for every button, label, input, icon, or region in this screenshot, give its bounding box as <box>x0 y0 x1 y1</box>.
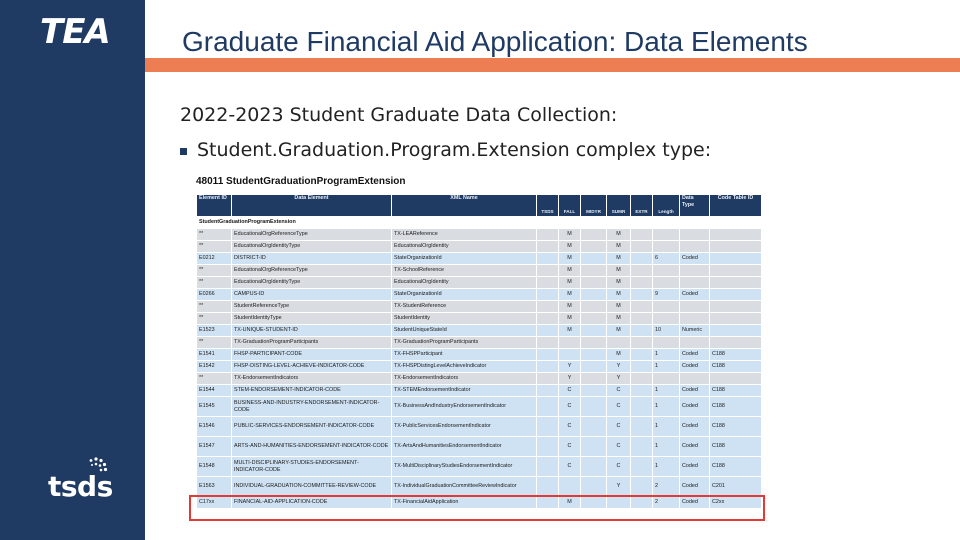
table-cell: C188 <box>710 457 762 477</box>
table-cell: TX-GraduationProgramParticipants <box>392 337 537 349</box>
table-cell: TX-BusinessAndIndustryEndorsementIndicator <box>392 397 537 417</box>
table-cell <box>559 349 581 361</box>
table-cell: 2 <box>653 497 680 509</box>
table-cell: C188 <box>710 437 762 457</box>
tsds-logo: tsds <box>48 470 113 503</box>
table-row <box>197 349 762 361</box>
table-row <box>197 361 762 373</box>
table-cell: M <box>607 325 631 337</box>
table-cell <box>581 337 607 349</box>
table-cell: M <box>607 277 631 289</box>
table-cell: StudentReferenceType <box>232 301 392 313</box>
table-cell: TX-IndividualGraduationCommitteeReviewIndicator <box>392 477 537 497</box>
table-cell <box>559 337 581 349</box>
table-cell <box>653 229 680 241</box>
table-cell: M <box>559 277 581 289</box>
table-row <box>197 313 762 325</box>
table-cell: TX-FHSPDistingLevelAchieveIndicator <box>392 361 537 373</box>
col-header: MIDYR <box>581 195 607 217</box>
table-cell <box>537 373 559 385</box>
table-cell <box>581 253 607 265</box>
bullet-square-icon <box>180 148 187 155</box>
table-cell: ARTS-AND-HUMANITIES-ENDORSEMENT-INDICATOR-CODE <box>232 437 392 457</box>
table-cell <box>631 325 653 337</box>
table-cell <box>631 301 653 313</box>
table-cell <box>631 373 653 385</box>
table-cell: Coded <box>680 397 710 417</box>
table-cell: 9 <box>653 289 680 301</box>
table-cell <box>653 241 680 253</box>
table-row <box>197 325 762 337</box>
table-cell: CAMPUS-ID <box>232 289 392 301</box>
table-cell: C <box>607 385 631 397</box>
table-cell: Coded <box>680 417 710 437</box>
table-cell: TX-SchoolReference <box>392 265 537 277</box>
table-cell: Y <box>607 477 631 497</box>
table-cell <box>581 301 607 313</box>
table-cell <box>631 289 653 301</box>
table-cell: C <box>607 437 631 457</box>
table-cell <box>710 337 762 349</box>
table-cell: ** <box>197 241 232 253</box>
schema-table-wrapper <box>196 194 761 509</box>
table-row <box>197 253 762 265</box>
table-cell: StudentIdentity <box>392 313 537 325</box>
table-cell <box>607 337 631 349</box>
table-cell: M <box>607 289 631 301</box>
table-cell: M <box>559 313 581 325</box>
table-cell <box>631 437 653 457</box>
table-cell: C <box>559 397 581 417</box>
table-cell <box>631 361 653 373</box>
table-cell: 6 <box>653 253 680 265</box>
table-cell <box>631 417 653 437</box>
table-cell: Coded <box>680 497 710 509</box>
table-cell: 1 <box>653 437 680 457</box>
table-cell: 1 <box>653 349 680 361</box>
table-cell <box>537 241 559 253</box>
table-cell <box>680 229 710 241</box>
table-cell: E1545 <box>197 397 232 417</box>
table-cell <box>581 349 607 361</box>
col-header: XML Name <box>392 195 537 217</box>
table-cell: C <box>607 457 631 477</box>
table-cell <box>653 301 680 313</box>
table-cell: TX-LEAReference <box>392 229 537 241</box>
table-cell: C17xx <box>197 497 232 509</box>
table-cell <box>581 229 607 241</box>
table-cell: TX-ArtsAndHumanitiesEndorsementIndicator <box>392 437 537 457</box>
sidebar <box>0 0 145 540</box>
table-cell <box>710 253 762 265</box>
table-row <box>197 457 762 477</box>
table-cell: Coded <box>680 253 710 265</box>
table-cell: MULTI-DISCIPLINARY-STUDIES-ENDORSEMENT-INDICATOR-CODE <box>232 457 392 477</box>
table-cell: EducationalOrgReferenceType <box>232 229 392 241</box>
col-header: FALL <box>559 195 581 217</box>
table-cell: M <box>559 289 581 301</box>
title-accent-bar <box>145 58 960 72</box>
table-cell <box>581 457 607 477</box>
table-cell <box>581 477 607 497</box>
table-cell: E1547 <box>197 437 232 457</box>
table-cell <box>581 437 607 457</box>
table-cell <box>559 477 581 497</box>
table-row <box>197 385 762 397</box>
table-cell <box>537 229 559 241</box>
table-cell <box>710 325 762 337</box>
table-header-row <box>197 195 762 217</box>
table-cell <box>631 349 653 361</box>
table-cell <box>537 349 559 361</box>
table-cell: Y <box>607 373 631 385</box>
table-row <box>197 397 762 417</box>
table-cell <box>680 277 710 289</box>
table-cell: M <box>607 349 631 361</box>
table-row <box>197 477 762 497</box>
table-cell: ** <box>197 277 232 289</box>
table-row <box>197 301 762 313</box>
table-cell: FINANCIAL-AID-APPLICATION-CODE <box>232 497 392 509</box>
table-cell: Y <box>607 361 631 373</box>
table-cell: EducationalOrgIdentityType <box>232 241 392 253</box>
table-cell <box>581 277 607 289</box>
highlight-box <box>189 495 765 521</box>
table-cell: C201 <box>710 477 762 497</box>
table-row <box>197 241 762 253</box>
table-cell: TX-MultiDisciplinaryStudiesEndorsementIndicator <box>392 457 537 477</box>
table-cell <box>631 477 653 497</box>
table-cell <box>680 301 710 313</box>
table-cell: C <box>559 385 581 397</box>
table-cell: ** <box>197 229 232 241</box>
table-cell <box>710 229 762 241</box>
table-cell: Coded <box>680 349 710 361</box>
table-cell: EducationalOrgIdentity <box>392 277 537 289</box>
table-cell <box>537 477 559 497</box>
table-cell: M <box>607 301 631 313</box>
table-cell: 2 <box>653 477 680 497</box>
table-cell <box>631 241 653 253</box>
table-cell <box>710 241 762 253</box>
table-cell: E0212 <box>197 253 232 265</box>
table-cell <box>581 289 607 301</box>
table-cell: C <box>607 417 631 437</box>
table-cell <box>710 289 762 301</box>
table-cell <box>537 397 559 417</box>
table-cell: E1542 <box>197 361 232 373</box>
col-header: EXTR <box>631 195 653 217</box>
table-cell <box>537 417 559 437</box>
table-cell: Coded <box>680 457 710 477</box>
table-cell: M <box>559 265 581 277</box>
table-cell <box>631 229 653 241</box>
table-cell <box>537 385 559 397</box>
table-cell: Coded <box>680 477 710 497</box>
schema-table <box>196 194 762 509</box>
table-cell <box>581 397 607 417</box>
col-header: Element ID <box>197 195 232 217</box>
table-cell <box>631 265 653 277</box>
table-cell: TX-STEMEndorsementIndicator <box>392 385 537 397</box>
table-cell: 1 <box>653 417 680 437</box>
table-cell <box>653 373 680 385</box>
table-cell: StudentUniqueStateId <box>392 325 537 337</box>
group-label: StudentGraduationProgramExtension <box>197 217 762 229</box>
table-cell <box>581 313 607 325</box>
col-header: Data Element <box>232 195 392 217</box>
table-cell <box>537 277 559 289</box>
table-cell: E1563 <box>197 477 232 497</box>
table-cell: 10 <box>653 325 680 337</box>
table-cell <box>680 241 710 253</box>
table-cell: C188 <box>710 417 762 437</box>
table-cell: EducationalOrgIdentityType <box>232 277 392 289</box>
table-cell: 1 <box>653 385 680 397</box>
table-cell: E1544 <box>197 385 232 397</box>
table-row <box>197 289 762 301</box>
table-cell: Coded <box>680 437 710 457</box>
table-cell: M <box>559 301 581 313</box>
table-cell: E0266 <box>197 289 232 301</box>
table-cell: M <box>559 325 581 337</box>
table-cell: 1 <box>653 397 680 417</box>
table-row <box>197 277 762 289</box>
table-cell: 1 <box>653 361 680 373</box>
table-cell: C188 <box>710 361 762 373</box>
table-cell <box>710 373 762 385</box>
table-cell <box>653 313 680 325</box>
table-cell <box>710 301 762 313</box>
table-cell: M <box>559 253 581 265</box>
slide-heading: 2022-2023 Student Graduate Data Collection: <box>180 104 618 126</box>
table-cell: M <box>559 497 581 509</box>
tea-logo: TEA <box>40 12 110 52</box>
col-header: SUMR <box>607 195 631 217</box>
table-cell: E1541 <box>197 349 232 361</box>
table-cell: C188 <box>710 349 762 361</box>
table-cell <box>537 325 559 337</box>
table-cell <box>537 337 559 349</box>
table-cell: E1523 <box>197 325 232 337</box>
col-header: TSDS <box>537 195 559 217</box>
table-cell: FHSP-DISTING-LEVEL-ACHIEVE-INDICATOR-CODE <box>232 361 392 373</box>
table-cell <box>631 397 653 417</box>
table-cell <box>653 265 680 277</box>
table-cell: TX-GraduationProgramParticipants <box>232 337 392 349</box>
table-cell: Y <box>559 361 581 373</box>
col-header: Data Type <box>680 195 710 217</box>
table-cell <box>710 265 762 277</box>
col-header: Length <box>653 195 680 217</box>
table-cell: M <box>607 229 631 241</box>
table-cell <box>581 265 607 277</box>
table-cell: C2xx <box>710 497 762 509</box>
table-cell: TX-FHSPParticipant <box>392 349 537 361</box>
table-cell <box>710 313 762 325</box>
table-cell <box>680 265 710 277</box>
table-cell <box>680 373 710 385</box>
bullet-text: Student.Graduation.Program.Extension complex type: <box>197 139 712 161</box>
table-cell: C188 <box>710 397 762 417</box>
table-cell: StateOrganizationId <box>392 253 537 265</box>
table-cell <box>631 253 653 265</box>
table-cell <box>537 301 559 313</box>
table-row <box>197 373 762 385</box>
table-cell <box>537 313 559 325</box>
table-cell: C188 <box>710 385 762 397</box>
table-cell: Numeric <box>680 325 710 337</box>
table-cell: INDIVIDUAL-GRADUATION-COMMITTEE-REVIEW-CODE <box>232 477 392 497</box>
table-cell: PUBLIC-SERVICES-ENDORSEMENT-INDICATOR-CODE <box>232 417 392 437</box>
table-cell <box>631 337 653 349</box>
table-row <box>197 229 762 241</box>
table-cell <box>537 457 559 477</box>
table-cell: 1 <box>653 457 680 477</box>
table-cell: M <box>559 229 581 241</box>
table-cell: TX-PublicServicesEndorsementIndicator <box>392 417 537 437</box>
table-cell: Coded <box>680 385 710 397</box>
table-cell: E1546 <box>197 417 232 437</box>
table-row <box>197 417 762 437</box>
table-cell: EducationalOrgReferenceType <box>232 265 392 277</box>
table-cell <box>581 241 607 253</box>
table-cell <box>631 277 653 289</box>
table-row <box>197 265 762 277</box>
table-cell <box>631 385 653 397</box>
table-cell <box>653 277 680 289</box>
table-cell: M <box>607 241 631 253</box>
table-cell: BUSINESS-AND-INDUSTRY-ENDORSEMENT-INDICATOR-CODE <box>232 397 392 417</box>
table-cell: TX-EndorsementIndicators <box>232 373 392 385</box>
table-cell <box>653 337 680 349</box>
table-cell: E1548 <box>197 457 232 477</box>
table-cell <box>537 361 559 373</box>
table-cell <box>537 437 559 457</box>
col-header: Code Table ID <box>710 195 762 217</box>
table-cell: C <box>559 437 581 457</box>
table-cell: M <box>607 253 631 265</box>
table-group-row <box>197 217 762 229</box>
table-cell: ** <box>197 373 232 385</box>
table-row <box>197 437 762 457</box>
table-cell: ** <box>197 337 232 349</box>
table-cell: StateOrganizationId <box>392 289 537 301</box>
table-cell <box>631 457 653 477</box>
table-cell <box>537 289 559 301</box>
table-cell <box>581 373 607 385</box>
bullet-item <box>180 139 711 161</box>
table-cell: TX-UNIQUE-STUDENT-ID <box>232 325 392 337</box>
table-cell <box>631 313 653 325</box>
table-cell: EducationalOrgIdentity <box>392 241 537 253</box>
table-cell <box>680 337 710 349</box>
table-cell: ** <box>197 301 232 313</box>
table-cell <box>581 361 607 373</box>
table-cell: TX-FinancialAidApplication <box>392 497 537 509</box>
table-cell: M <box>607 265 631 277</box>
table-cell <box>581 417 607 437</box>
table-cell: StudentIdentityType <box>232 313 392 325</box>
table-cell: C <box>559 417 581 437</box>
table-cell: Coded <box>680 361 710 373</box>
table-cell: M <box>607 313 631 325</box>
table-cell <box>537 265 559 277</box>
table-cell: C <box>607 397 631 417</box>
table-cell <box>710 277 762 289</box>
table-cell: TX-StudentReference <box>392 301 537 313</box>
table-cell <box>537 253 559 265</box>
table-cell: C <box>559 457 581 477</box>
table-row <box>197 337 762 349</box>
table-cell: STEM-ENDORSEMENT-INDICATOR-CODE <box>232 385 392 397</box>
table-cell: ** <box>197 265 232 277</box>
table-cell <box>581 385 607 397</box>
schema-title: 48011 StudentGraduationProgramExtension <box>196 176 406 187</box>
table-cell: DISTRICT-ID <box>232 253 392 265</box>
table-cell: ** <box>197 313 232 325</box>
table-cell: Coded <box>680 289 710 301</box>
table-cell: FHSP-PARTICIPANT-CODE <box>232 349 392 361</box>
table-cell <box>680 313 710 325</box>
table-cell <box>581 325 607 337</box>
slide-title: Graduate Financial Aid Application: Data Elements <box>182 26 814 58</box>
table-cell: Y <box>559 373 581 385</box>
table-cell: M <box>559 241 581 253</box>
table-cell: TX-EndorsementIndicators <box>392 373 537 385</box>
